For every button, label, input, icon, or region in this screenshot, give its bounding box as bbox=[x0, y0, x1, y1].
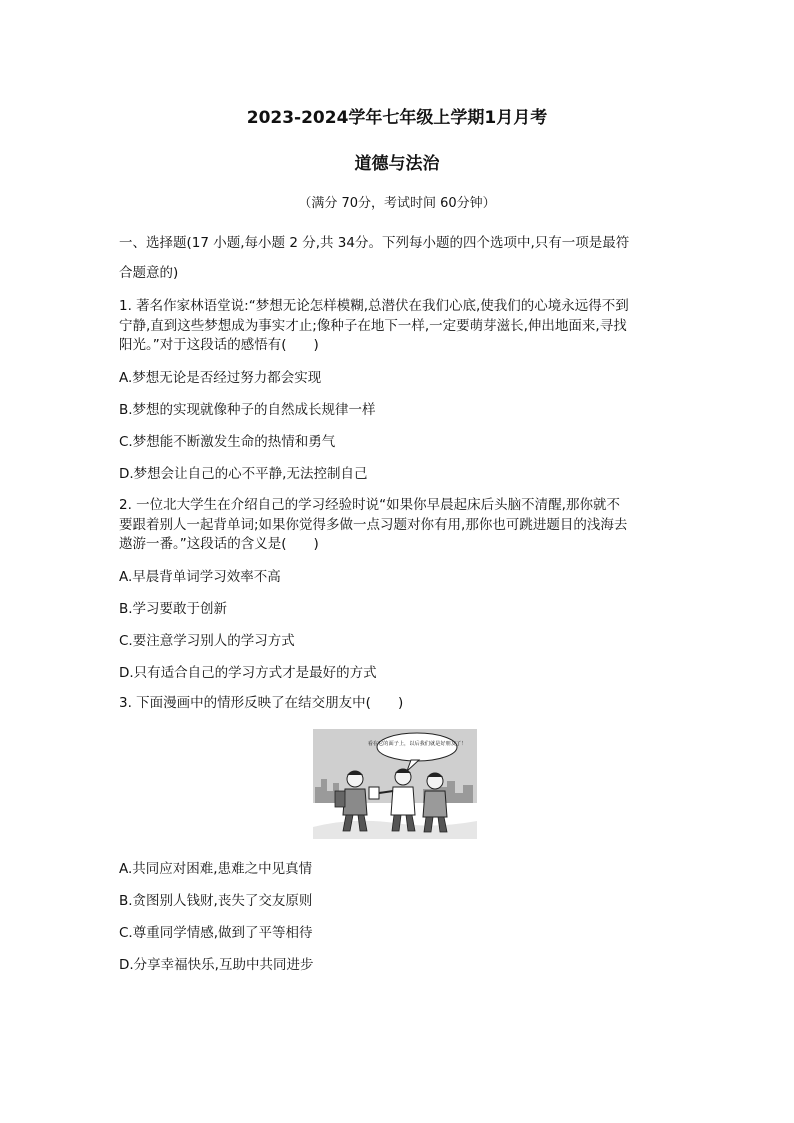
q3-option-b[interactable]: B.贪图别人钱财,丧失了交友原则 bbox=[119, 893, 313, 909]
q2-option-a[interactable]: A.早晨背单词学习效率不高 bbox=[119, 569, 281, 585]
q1-option-a[interactable]: A.梦想无论是否经过努力都会实现 bbox=[119, 370, 322, 386]
q3-cartoon-image bbox=[313, 729, 477, 839]
q1-stem-line-1: 1. 著名作家林语堂说:“梦想无论怎样模糊,总潜伏在我们心底,使我们的心境永远得不到 bbox=[119, 298, 629, 314]
q3-option-c[interactable]: C.尊重同学情感,做到了平等相待 bbox=[119, 925, 313, 941]
exam-subject: 道德与法治 bbox=[354, 154, 440, 174]
q2-option-d[interactable]: D.只有适合自己的学习方式才是最好的方式 bbox=[119, 665, 377, 681]
exam-title: 2023-2024学年七年级上学期1月月考 bbox=[246, 108, 548, 128]
q1-stem-line-3: 阳光。”对于这段话的感悟有( ) bbox=[119, 337, 319, 353]
q1-stem-line-2: 宁静,直到这些梦想成为事实才止;像种子在地下一样,一定要萌芽滋长,伸出地面来,寻找 bbox=[119, 318, 627, 334]
q1-option-c[interactable]: C.梦想能不断激发生命的热情和勇气 bbox=[119, 434, 336, 450]
q3-option-d[interactable]: D.分享幸福快乐,互助中共同进步 bbox=[119, 957, 314, 973]
q3-option-a[interactable]: A.共同应对困难,患难之中见真情 bbox=[119, 861, 313, 877]
q2-option-c[interactable]: C.要注意学习别人的学习方式 bbox=[119, 633, 295, 649]
q2-stem-line-1: 2. 一位北大学生在介绍自己的学习经验时说“如果你早晨起床后头脑不清醒,那你就不 bbox=[119, 497, 620, 513]
q3-stem: 3. 下面漫画中的情形反映了在结交朋友中( ) bbox=[119, 695, 404, 711]
q2-stem-line-2: 要跟着别人一起背单词;如果你觉得多做一点习题对你有用,那你也可跳进题目的浅海去 bbox=[119, 517, 628, 533]
exam-info: （满分 70分，考试时间 60分钟） bbox=[298, 196, 496, 211]
section-heading-line-1: 一、选择题(17 小题,每小题 2 分,共 34分。下列每小题的四个选项中,只有一项是最符 bbox=[119, 235, 630, 251]
cartoon-speech-text: 看在它的面子上，以后我们就是好朋友了！ bbox=[367, 741, 467, 747]
q1-option-d[interactable]: D.梦想会让自己的心不平静,无法控制自己 bbox=[119, 466, 368, 482]
q1-option-b[interactable]: B.梦想的实现就像种子的自然成长规律一样 bbox=[119, 402, 376, 418]
section-heading-line-2: 合题意的) bbox=[119, 265, 179, 281]
q2-option-b[interactable]: B.学习要敢于创新 bbox=[119, 601, 228, 617]
q2-stem-line-3: 遨游一番。”这段话的含义是( ) bbox=[119, 536, 319, 552]
